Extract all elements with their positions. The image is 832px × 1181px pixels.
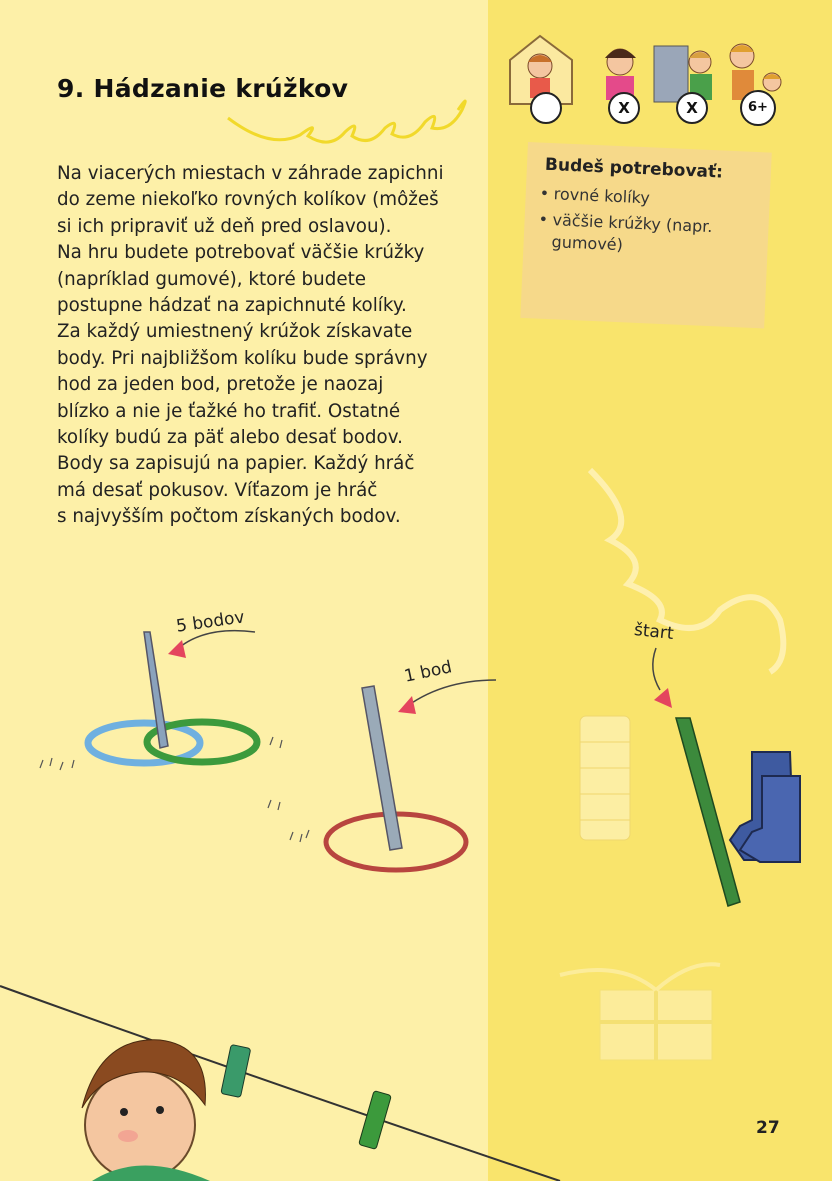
streamer-icon (590, 470, 783, 672)
five-points-label: 5 bodov (174, 607, 246, 637)
instruction-line: blízko a nie je ťažké ho trafiť. Ostatné (57, 400, 401, 422)
badge-row (522, 92, 780, 126)
page-number: 27 (756, 1118, 780, 1138)
needs-item: • väčšie krúžky (napr. gumové) (537, 209, 769, 263)
rubber-boots-icon (730, 752, 800, 862)
instructions-text (57, 161, 477, 531)
start-label: štart (633, 619, 675, 645)
badge-mark: X (676, 92, 708, 124)
gift-box-icon (560, 964, 720, 1060)
paper-lantern-icon (580, 716, 630, 840)
needs-item: • rovné kolíky (539, 183, 770, 215)
instruction-line: Na hru budete potrebovať väčšie krúžky (57, 242, 425, 264)
one-point-label: 1 bod (402, 657, 454, 687)
stake-five-points-illustration (40, 631, 282, 770)
instruction-line: hod za jeden bod, pretože je naozaj (57, 374, 384, 396)
instruction-line: kolíky budú za päť alebo desať bodov. (57, 427, 403, 449)
instruction-line: s najvyšším počtom získaných bodov. (57, 506, 401, 528)
instruction-line: postupne hádzať na zapichnuté kolíky. (57, 295, 407, 317)
instruction-line: body. Pri najbližšom kolíku bude správny (57, 347, 428, 369)
clothesline-boy-illustration (0, 986, 560, 1181)
instruction-line: Body sa zapisujú na papier. Každý hráč (57, 453, 415, 475)
instruction-line: si ich pripraviť už deň pred oslavou). (57, 215, 392, 237)
needs-title: Budeš potrebovať: (544, 154, 724, 183)
stake-one-point-illustration (268, 680, 496, 870)
instruction-line: do zeme niekoľko rovných kolíkov (môžeš (57, 189, 439, 211)
instruction-line: Za každý umiestnený krúžok získavate (57, 321, 413, 343)
page-title: 9. Hádzanie krúžkov (57, 74, 349, 103)
badge-empty-circle (530, 92, 562, 124)
yellow-ribbon-icon (228, 101, 465, 142)
instruction-line: má desať pokusov. Víťazom je hráč (57, 479, 378, 501)
start-stake-illustration (653, 648, 740, 906)
needs-list (537, 183, 770, 267)
badge-mark: X (608, 92, 640, 124)
instruction-line: Na viacerých miestach v záhrade zapichni (57, 163, 444, 184)
instruction-line: (napríklad gumové), ktoré budete (57, 268, 366, 290)
needs-box (520, 142, 771, 328)
age-badge: 6+ (740, 90, 776, 126)
